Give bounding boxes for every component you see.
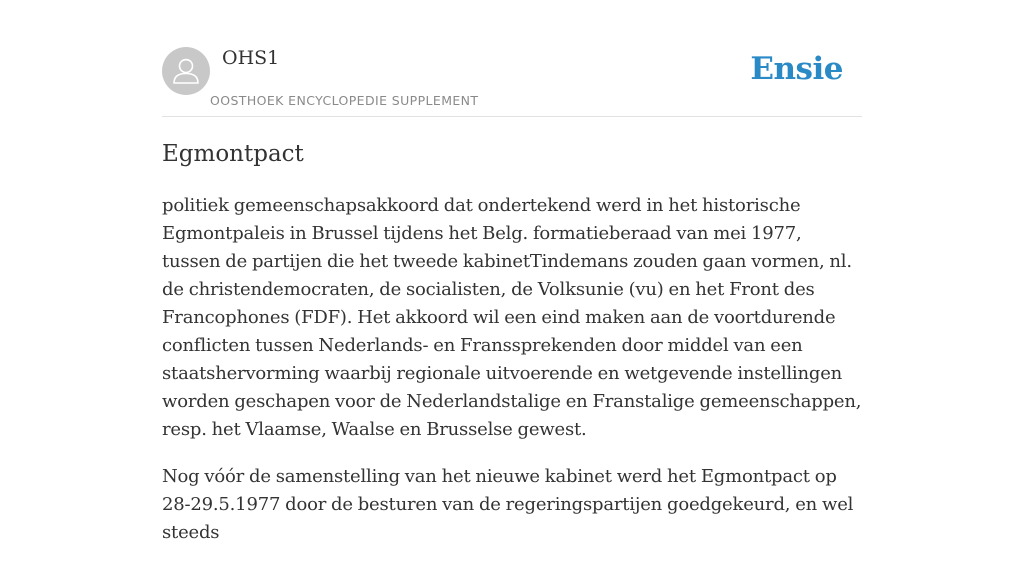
page-header [162,0,862,117]
article-body [162,192,862,566]
user-icon [162,47,210,95]
article-title: Egmontpact [162,141,304,167]
author-name[interactable]: OHS1 [222,47,280,69]
source-label[interactable]: OOSTHOEK ENCYCLOPEDIE SUPPLEMENT [210,93,479,108]
article-paragraph: politiek gemeenschapsakkoord dat ondertekend werd in het historische Egmontpaleis in Brussel tijdens het Belg. formatieberaad van mei 1977, tussen de partijen die het tweede kabinetTindemans zouden gaan vormen, nl. de christendemocraten, de socialisten, de Volksunie (vu) en het Front des Francophones (FDF). Het akkoord wil een eind maken aan de voortdurende conflicten tussen Nederlands- en Franssprekenden door middel van een staatshervorming waarbij regionale uitvoerende en wetgevende instellingen worden geschapen voor de Nederlandstalige en Franstalige gemeenschappen, resp. het Vlaamse, Waalse en Brusselse gewest. [162,195,862,440]
article-paragraph: Nog vóór de samenstelling van het nieuwe kabinet werd het Egmontpact op 28-29.5.1977 door de besturen van de regeringspartijen goedgekeurd, en wel steeds [162,466,854,543]
avatar[interactable] [162,47,210,95]
site-logo[interactable]: Ensie [750,51,843,87]
